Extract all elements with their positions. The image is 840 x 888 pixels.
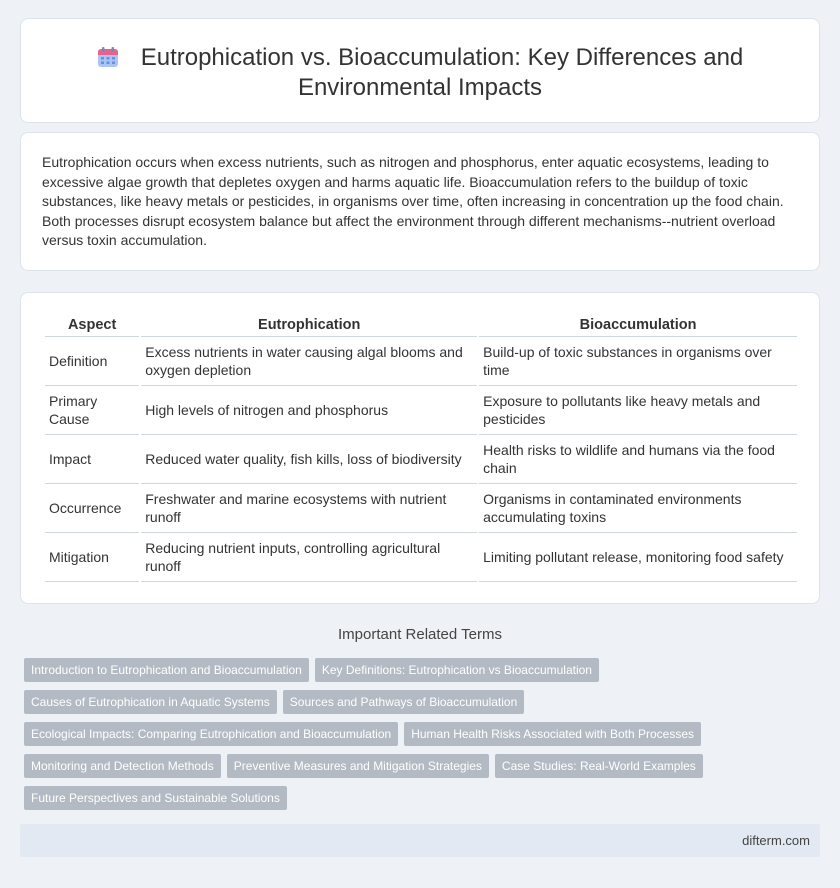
cell-bioaccumulation: Limiting pollutant release, monitoring food safety [479, 533, 797, 582]
related-term-link[interactable]: Introduction to Eutrophication and Bioaccumulation [24, 658, 309, 682]
table-row [45, 337, 797, 386]
header-bioaccumulation: Bioaccumulation [479, 313, 797, 337]
cell-aspect: Definition [45, 337, 139, 386]
cell-eutrophication: Reduced water quality, fish kills, loss of biodiversity [141, 435, 477, 484]
cell-bioaccumulation: Exposure to pollutants like heavy metals and pesticides [479, 386, 797, 435]
cell-aspect: Mitigation [45, 533, 139, 582]
cell-eutrophication: Reducing nutrient inputs, controlling agricultural runoff [141, 533, 477, 582]
cell-bioaccumulation: Build-up of toxic substances in organisms over time [479, 337, 797, 386]
cell-aspect: Primary Cause [45, 386, 139, 435]
intro-paragraph: Eutrophication occurs when excess nutrients, such as nitrogen and phosphorus, enter aquatic ecosystems, leading to excessive algae growth that depletes oxygen and harms aquatic life. Bioaccumulation refers to the buildup of toxic substances, like heavy metals or pesticides, in organisms over time, often increasing in concentration up the food chain. Both processes disrupt ecosystem balance but affect the environment through different mechanisms--nutrient overload versus toxin accumulation. [42, 154, 784, 248]
cell-eutrophication: High levels of nitrogen and phosphorus [141, 386, 477, 435]
comparison-table [43, 313, 799, 582]
comparison-card [20, 292, 820, 604]
related-terms-heading: Important Related Terms [338, 626, 502, 643]
calendar-icon [97, 46, 119, 68]
related-terms-list [24, 658, 814, 818]
footer [20, 824, 820, 857]
related-term-link[interactable]: Key Definitions: Eutrophication vs Bioaccumulation [315, 658, 599, 682]
cell-eutrophication: Excess nutrients in water causing algal blooms and oxygen depletion [141, 337, 477, 386]
page-title [21, 43, 819, 103]
related-term-link[interactable]: Monitoring and Detection Methods [24, 754, 221, 778]
footer-site-link[interactable]: difterm.com [742, 833, 810, 848]
related-term-link[interactable]: Preventive Measures and Mitigation Strategies [227, 754, 489, 778]
cell-bioaccumulation: Health risks to wildlife and humans via the food chain [479, 435, 797, 484]
cell-bioaccumulation: Organisms in contaminated environments accumulating toxins [479, 484, 797, 533]
table-row [45, 435, 797, 484]
related-term-link[interactable]: Future Perspectives and Sustainable Solutions [24, 786, 287, 810]
title-line-2: Environmental Impacts [297, 74, 543, 101]
cell-eutrophication: Freshwater and marine ecosystems with nutrient runoff [141, 484, 477, 533]
title-line-1: Eutrophication vs. Bioaccumulation: Key Differences and [140, 44, 744, 71]
table-row [45, 484, 797, 533]
title-card [20, 18, 820, 123]
related-term-link[interactable]: Ecological Impacts: Comparing Eutrophication and Bioaccumulation [24, 722, 398, 746]
related-term-link[interactable]: Sources and Pathways of Bioaccumulation [283, 690, 524, 714]
table-row [45, 386, 797, 435]
cell-aspect: Impact [45, 435, 139, 484]
table-row [45, 533, 797, 582]
related-term-link[interactable]: Causes of Eutrophication in Aquatic Systems [24, 690, 277, 714]
related-term-link[interactable]: Human Health Risks Associated with Both Processes [404, 722, 701, 746]
cell-aspect: Occurrence [45, 484, 139, 533]
header-aspect: Aspect [45, 313, 139, 337]
related-term-link[interactable]: Case Studies: Real-World Examples [495, 754, 703, 778]
header-eutrophication: Eutrophication [141, 313, 477, 337]
table-header-row [45, 313, 797, 337]
intro-card [20, 132, 820, 271]
